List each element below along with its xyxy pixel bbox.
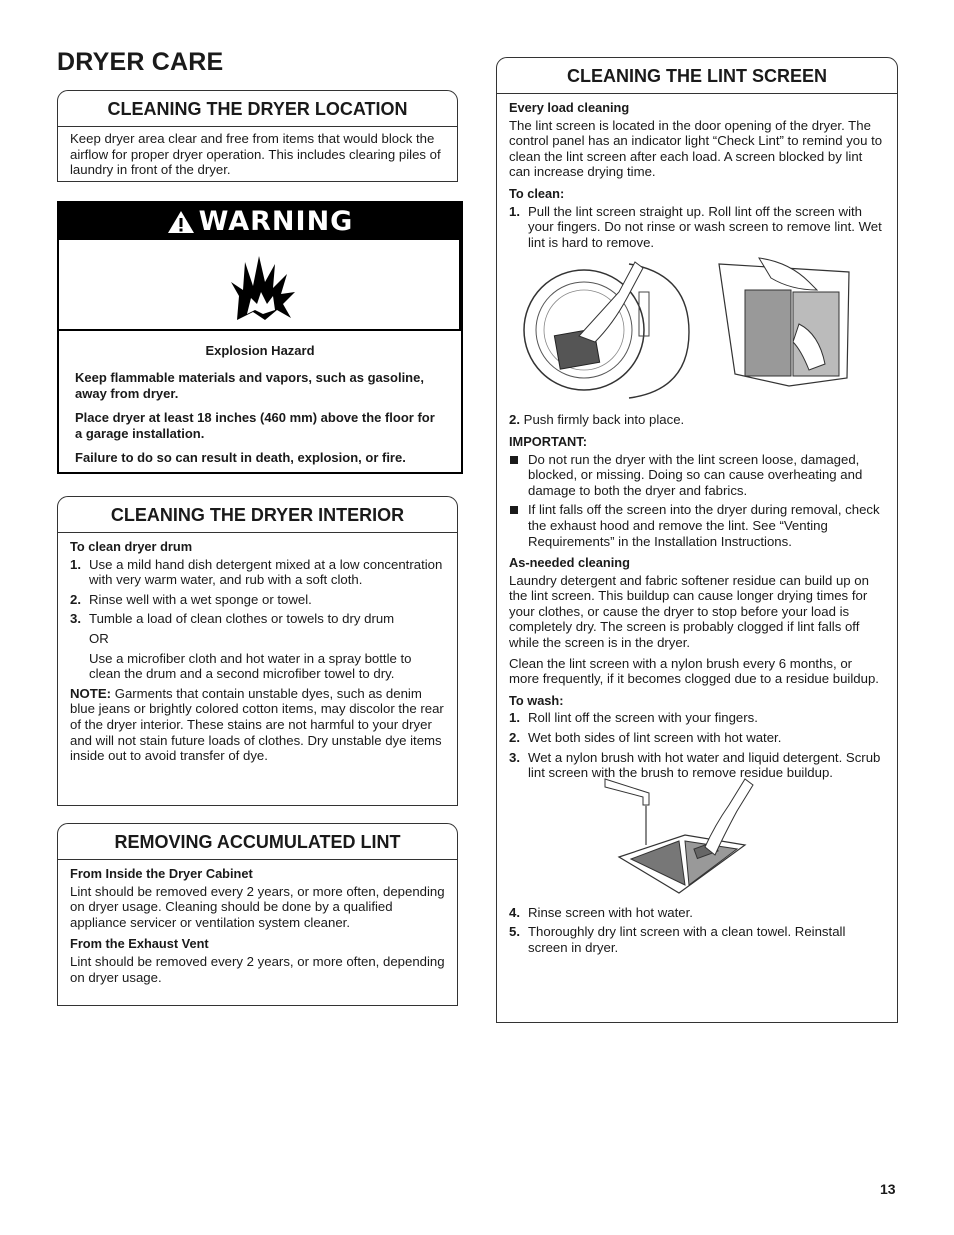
warning-line: Place dryer at least 18 inches (460 mm) above the floor for a garage installation.	[75, 410, 435, 441]
lint-removal-section	[57, 823, 458, 1006]
lint-subheading: From the Exhaust Vent	[70, 936, 209, 952]
warning-icon-row	[59, 240, 461, 331]
screen-subheading: To clean:	[509, 185, 565, 201]
lint-screen-washing-illustration	[509, 775, 885, 901]
list-item: 5. Thoroughly dry lint screen with a clean towel. Reinstall screen in dryer.	[509, 924, 846, 955]
warning-line: Failure to do so can result in death, explosion, or fire.	[75, 450, 406, 465]
lint-screen-heading: CLEANING THE LINT SCREEN	[497, 58, 897, 94]
screen-text: Clean the lint screen with a nylon brush every 6 months, or more frequently, if it becomes clogged due to a residue buildup.	[509, 655, 879, 687]
interior-alt: Use a microfiber cloth and hot water in a spray bottle to clean the drum and a second microfiber towel to dry.	[89, 650, 412, 682]
interior-or: OR	[89, 630, 109, 646]
screen-step2: 2. Push firmly back into place.	[509, 412, 685, 428]
interior-note: NOTE: Garments that contain unstable dyes, such as denim blue jeans or brightly colored cotton items, may discolor the rear of the dryer interior. These stains are not harmful to your dryer and will not stain future loads of clothes. Dry unstable dye items inside out to avoid transfer of dye.	[70, 685, 444, 764]
screen-subheading: As-needed cleaning	[509, 555, 630, 571]
interior-subheading: To clean dryer drum	[70, 539, 193, 554]
list-item: 3. Wet a nylon brush with hot water and liquid detergent. Scrub lint screen with the brush to remove residue buildup.	[509, 749, 881, 781]
page-number: 13	[880, 1181, 896, 1197]
list-item: 1. Pull the lint screen straight up. Roll lint off the screen with your fingers. Do not rinse or wash screen to remove lint. Wet lint is hard to remove.	[509, 203, 882, 250]
lint-text: Lint should be removed every 2 years, or more often, depending on dryer usage.	[70, 953, 445, 985]
warning-line: Keep flammable materials and vapors, such as gasoline, away from dryer.	[75, 370, 424, 401]
lint-text: Lint should be removed every 2 years, or more often, depending on dryer usage. Cleaning should be done by a qualified appliance servicer or ventilation system cleaner.	[70, 883, 445, 930]
warning-triangle-icon	[167, 210, 195, 234]
location-section	[57, 90, 458, 182]
page-title: DRYER CARE	[57, 48, 224, 76]
warning-banner	[59, 203, 461, 240]
screen-text: Laundry detergent and fabric softener residue can build up on the lint screen. This buildup can cause longer drying times for your clothes, or cause the dryer to stop before your load is completely dry. The screen is probably clogged if lint falls off while the screen is in the dryer.	[509, 572, 869, 651]
lint-removal-heading: REMOVING ACCUMULATED LINT	[58, 824, 457, 860]
warning-box	[57, 201, 463, 474]
list-item: 3. Tumble a load of clean clothes or towels to dry drum	[70, 611, 395, 627]
screen-subheading: To wash:	[509, 692, 564, 708]
warning-hazard: Explosion Hazard	[205, 343, 315, 358]
list-item: 1. Use a mild hand dish detergent mixed at a low concentration with very warm water, and rub with a soft cloth.	[70, 556, 443, 588]
lint-screen-removal-illustration	[509, 254, 885, 404]
list-item: If lint falls off the screen into the dryer during removal, check the exhaust hood and remove the lint. See “Venting Requirements” in the Installation Instructions.	[509, 502, 885, 549]
warning-label: WARNING	[198, 206, 354, 237]
list-item: 2. Wet both sides of lint screen with hot water.	[509, 730, 782, 746]
explosion-icon	[229, 252, 299, 322]
location-heading: CLEANING THE DRYER LOCATION	[58, 91, 457, 127]
screen-important: IMPORTANT:	[509, 433, 587, 449]
list-item: 1. Roll lint off the screen with your fingers.	[509, 710, 758, 726]
interior-section	[57, 496, 458, 806]
lint-subheading: From Inside the Dryer Cabinet	[70, 866, 253, 881]
lint-screen-section	[496, 57, 898, 1023]
screen-subheading: Every load cleaning	[509, 100, 630, 115]
interior-heading: CLEANING THE DRYER INTERIOR	[58, 497, 457, 533]
screen-text: The lint screen is located in the door opening of the dryer. The control panel has an indicator light “Check Lint” to remind you to clean the lint screen after each load. A screen blocked by lint can increase drying time.	[509, 117, 883, 180]
list-item: Do not run the dryer with the lint screen loose, damaged, blocked, or missing. Doing so can cause overheating and damage to both the dryer and fabrics.	[509, 452, 885, 499]
location-text: Keep dryer area clear and free from items that would block the airflow for proper dryer operation. This includes clearing piles of laundry in front of the dryer.	[70, 131, 441, 178]
list-item: 2. Rinse well with a wet sponge or towel.	[70, 591, 312, 607]
list-item: 4. Rinse screen with hot water.	[509, 904, 693, 920]
